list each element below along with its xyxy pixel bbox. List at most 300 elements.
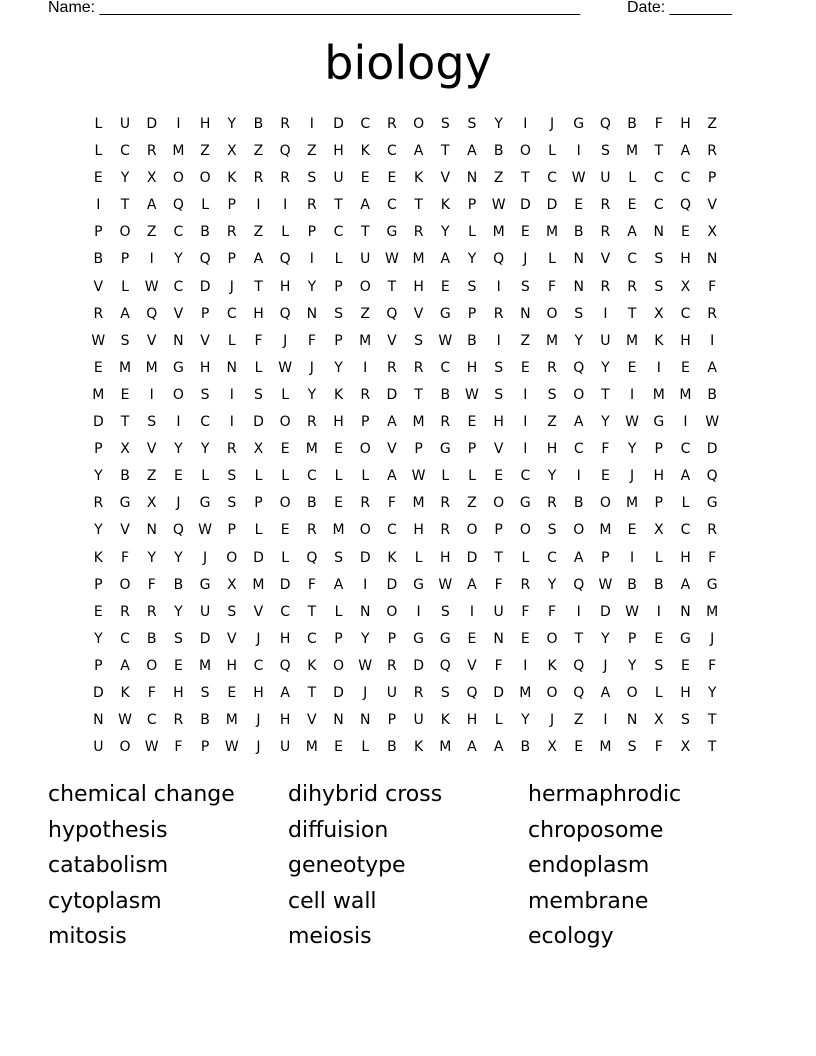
grid-letter: P: [467, 441, 477, 458]
grid-letter: P: [227, 197, 236, 214]
grid-letter: P: [200, 739, 210, 756]
grid-letter: V: [707, 197, 717, 214]
grid-letter: S: [334, 305, 343, 322]
grid-letter: I: [256, 197, 261, 214]
grid-letter: R: [387, 359, 397, 376]
grid-letter: O: [386, 603, 398, 620]
grid-letter: S: [147, 414, 157, 431]
grid-letter: H: [680, 116, 691, 132]
grid-letter: V: [120, 522, 130, 539]
grid-letter: P: [414, 441, 423, 458]
grid-letter: T: [307, 684, 317, 701]
grid-letter: H: [680, 684, 691, 701]
grid-letter: W: [465, 386, 479, 403]
grid-letter: F: [147, 684, 156, 701]
grid-letter: P: [334, 630, 343, 647]
grid-letter: R: [387, 657, 397, 674]
grid-letter: A: [146, 197, 157, 214]
grid-letter: S: [600, 143, 610, 160]
grid-letter: J: [309, 359, 314, 376]
grid-letter: B: [573, 224, 584, 241]
grid-letter: P: [227, 251, 236, 268]
grid-letter: U: [199, 603, 211, 620]
grid-letter: D: [253, 414, 264, 431]
grid-letter: O: [119, 576, 131, 593]
grid-letter: E: [627, 197, 637, 214]
grid-letter: F: [174, 739, 183, 756]
grid-letter: C: [226, 305, 237, 322]
grid-letter: I: [630, 549, 635, 566]
grid-letter: R: [707, 522, 718, 539]
grid-letter: A: [387, 468, 397, 485]
grid-letter: Y: [174, 441, 183, 458]
grid-letter: I: [710, 332, 715, 349]
grid-letter: B: [653, 576, 664, 593]
grid-letter: R: [600, 224, 611, 241]
grid-letter: I: [469, 603, 475, 620]
grid-letter: T: [574, 630, 583, 647]
grid-letter: T: [601, 386, 610, 403]
grid-letter: R: [440, 495, 451, 512]
grid-letter: F: [654, 116, 663, 132]
word-bank-item: catabolism: [48, 853, 169, 878]
grid-letter: C: [547, 549, 557, 566]
grid-letter: L: [521, 549, 530, 566]
grid-letter: I: [523, 116, 528, 132]
grid-letter: O: [172, 386, 184, 403]
grid-letter: R: [173, 712, 184, 729]
grid-letter: H: [653, 468, 665, 485]
grid-letter: U: [360, 251, 371, 268]
grid-letter: R: [146, 603, 157, 620]
grid-letter: G: [706, 495, 718, 512]
grid-letter: A: [467, 143, 477, 160]
grid-letter: Z: [547, 414, 557, 431]
grid-letter: E: [654, 630, 664, 647]
grid-letter: T: [707, 739, 717, 756]
grid-letter: B: [387, 739, 397, 756]
grid-letter: Q: [386, 305, 398, 322]
grid-letter: E: [173, 468, 183, 485]
grid-letter: B: [146, 630, 157, 647]
grid-letter: D: [279, 576, 291, 593]
grid-letter: Y: [494, 116, 503, 132]
grid-letter: M: [332, 522, 345, 539]
grid-letter: I: [523, 657, 528, 674]
grid-letter: V: [493, 441, 504, 458]
grid-letter: S: [440, 116, 450, 132]
grid-letter: F: [147, 576, 156, 593]
grid-letter: W: [598, 576, 613, 593]
grid-letter: Q: [706, 468, 718, 485]
grid-letter: B: [493, 143, 504, 160]
grid-letter: Z: [146, 224, 157, 241]
grid-letter: I: [496, 278, 501, 295]
grid-letter: G: [413, 630, 425, 647]
grid-letter: D: [546, 197, 558, 214]
grid-letter: V: [200, 332, 210, 349]
grid-letter: S: [494, 359, 504, 376]
grid-letter: N: [493, 630, 504, 647]
grid-letter: M: [252, 576, 265, 593]
grid-letter: S: [681, 712, 690, 729]
grid-letter: L: [681, 495, 690, 512]
word-bank-item: chemical change: [48, 782, 235, 807]
grid-letter: I: [309, 251, 314, 268]
grid-letter: A: [467, 739, 477, 756]
grid-letter: B: [627, 576, 637, 593]
grid-letter: Q: [466, 684, 478, 701]
grid-letter: V: [467, 657, 477, 674]
grid-letter: V: [93, 278, 104, 295]
grid-letter: U: [600, 170, 611, 187]
word-bank-item: meiosis: [288, 924, 372, 949]
grid-letter: H: [413, 278, 424, 295]
grid-letter: R: [226, 224, 237, 241]
grid-letter: X: [253, 441, 264, 458]
grid-letter: Y: [574, 332, 583, 349]
grid-letter: M: [412, 414, 425, 431]
grid-letter: J: [603, 657, 608, 674]
grid-letter: M: [706, 603, 719, 620]
grid-letter: W: [411, 468, 426, 485]
grid-letter: C: [680, 305, 691, 322]
grid-letter: H: [279, 712, 291, 729]
grid-letter: R: [520, 576, 531, 593]
grid-letter: U: [600, 332, 611, 349]
grid-letter: P: [654, 441, 663, 458]
grid-letter: H: [199, 116, 211, 132]
grid-letter: B: [440, 386, 451, 403]
header: [48, 0, 748, 20]
grid-letter: D: [92, 684, 104, 701]
grid-letter: O: [466, 522, 478, 539]
grid-letter: B: [93, 251, 104, 268]
grid-letter: H: [173, 684, 184, 701]
grid-letter: Y: [174, 251, 183, 268]
grid-letter: L: [548, 143, 556, 160]
grid-letter: H: [333, 414, 344, 431]
grid-letter: M: [199, 657, 212, 674]
grid-letter: V: [226, 630, 237, 647]
grid-letter: I: [496, 332, 501, 349]
grid-letter: W: [625, 414, 640, 431]
grid-letter: V: [307, 712, 317, 729]
grid-letter: N: [520, 305, 531, 322]
grid-letter: R: [440, 522, 451, 539]
grid-letter: T: [521, 170, 530, 187]
grid-letter: V: [387, 332, 397, 349]
grid-letter: E: [520, 359, 530, 376]
grid-letter: M: [172, 143, 185, 160]
grid-letter: P: [360, 414, 370, 431]
grid-letter: C: [306, 468, 317, 485]
grid-letter: Z: [360, 305, 371, 322]
grid-letter: I: [656, 603, 661, 620]
grid-letter: Z: [707, 116, 717, 132]
grid-letter: B: [573, 495, 584, 512]
grid-letter: O: [546, 684, 558, 701]
grid-letter: Y: [627, 657, 637, 674]
grid-letter: S: [334, 549, 343, 566]
grid-letter: S: [547, 386, 557, 403]
grid-letter: H: [466, 712, 478, 729]
grid-letter: I: [523, 414, 528, 431]
grid-letter: Z: [467, 495, 477, 512]
grid-letter: I: [603, 305, 608, 322]
grid-letter: D: [386, 386, 398, 403]
grid-letter: Z: [253, 224, 264, 241]
grid-letter: O: [359, 441, 371, 458]
grid-letter: Q: [279, 251, 291, 268]
grid-letter: Z: [493, 170, 504, 187]
grid-letter: R: [226, 441, 237, 458]
grid-letter: H: [493, 414, 504, 431]
grid-letter: C: [306, 630, 317, 647]
grid-letter: O: [359, 278, 371, 295]
grid-letter: N: [173, 332, 184, 349]
grid-letter: L: [281, 224, 290, 241]
grid-letter: H: [466, 359, 478, 376]
grid-letter: C: [200, 414, 210, 431]
grid-letter: R: [306, 414, 317, 431]
grid-letter: O: [519, 522, 531, 539]
grid-letter: V: [387, 441, 397, 458]
grid-letter: D: [253, 549, 264, 566]
grid-letter: L: [334, 251, 343, 268]
grid-letter: E: [494, 468, 504, 485]
grid-letter: K: [333, 386, 344, 403]
grid-letter: R: [707, 143, 718, 160]
grid-letter: E: [520, 224, 530, 241]
grid-letter: E: [440, 278, 450, 295]
grid-letter: N: [359, 603, 371, 620]
grid-letter: Y: [547, 576, 557, 593]
grid-letter: W: [144, 739, 159, 756]
name-field-label: Name: ______________________________________________________: [48, 0, 581, 16]
grid-letter: M: [679, 386, 692, 403]
grid-letter: H: [279, 630, 291, 647]
grid-letter: S: [227, 468, 237, 485]
grid-letter: U: [119, 116, 131, 132]
grid-letter: C: [280, 603, 291, 620]
grid-letter: B: [200, 712, 210, 729]
grid-letter: L: [334, 468, 343, 485]
grid-letter: V: [146, 332, 157, 349]
grid-letter: H: [333, 143, 344, 160]
grid-letter: Y: [147, 549, 156, 566]
grid-letter: Y: [521, 712, 530, 729]
grid-letter: Q: [573, 684, 585, 701]
grid-letter: O: [413, 116, 425, 132]
grid-letter: E: [227, 684, 237, 701]
grid-letter: C: [520, 468, 531, 485]
grid-letter: N: [93, 712, 104, 729]
grid-letter: H: [546, 441, 558, 458]
grid-letter: K: [440, 197, 450, 214]
grid-letter: O: [573, 386, 585, 403]
grid-letter: E: [467, 630, 477, 647]
grid-letter: E: [93, 603, 103, 620]
grid-letter: M: [305, 441, 318, 458]
grid-letter: M: [225, 712, 238, 729]
grid-letter: E: [627, 359, 637, 376]
grid-letter: Y: [227, 116, 237, 132]
grid-letter: P: [94, 224, 103, 241]
grid-letter: H: [253, 684, 264, 701]
grid-letter: H: [680, 251, 691, 268]
grid-letter: N: [359, 712, 371, 729]
grid-letter: I: [603, 712, 608, 729]
grid-letter: A: [680, 143, 691, 160]
grid-letter: D: [359, 549, 371, 566]
grid-letter: N: [333, 712, 344, 729]
grid-letter: R: [413, 224, 424, 241]
grid-letter: E: [334, 739, 343, 756]
grid-letter: H: [440, 549, 451, 566]
grid-letter: L: [254, 468, 263, 485]
grid-letter: K: [307, 657, 317, 674]
grid-letter: I: [149, 386, 154, 403]
grid-letter: R: [93, 495, 104, 512]
grid-letter: C: [680, 441, 691, 458]
grid-letter: M: [359, 332, 372, 349]
grid-letter: I: [416, 603, 421, 620]
grid-letter: S: [520, 278, 530, 295]
grid-letter: D: [493, 684, 505, 701]
grid-letter: B: [173, 576, 184, 593]
grid-letter: A: [360, 197, 370, 214]
grid-letter: F: [387, 495, 396, 512]
grid-letter: I: [176, 414, 181, 431]
grid-letter: I: [363, 576, 368, 593]
word-bank: [48, 777, 768, 955]
grid-letter: H: [279, 278, 291, 295]
page-title: biology: [324, 36, 492, 90]
grid-letter: E: [334, 495, 343, 512]
grid-letter: I: [229, 386, 234, 403]
grid-letter: A: [333, 576, 344, 593]
grid-letter: S: [227, 495, 237, 512]
grid-letter: R: [253, 170, 264, 187]
grid-letter: O: [279, 495, 291, 512]
grid-letter: E: [334, 441, 343, 458]
grid-letter: N: [653, 224, 665, 241]
grid-letter: Z: [307, 143, 317, 160]
grid-letter: J: [176, 495, 181, 512]
grid-letter: Y: [441, 224, 450, 241]
grid-letter: K: [227, 170, 237, 187]
grid-letter: L: [361, 468, 370, 485]
grid-letter: G: [199, 576, 211, 593]
grid-letter: R: [413, 359, 424, 376]
grid-letter: E: [681, 224, 690, 241]
grid-letter: R: [360, 495, 371, 512]
grid-letter: H: [226, 657, 238, 674]
grid-letter: D: [386, 576, 398, 593]
grid-letter: S: [574, 305, 584, 322]
grid-letter: T: [387, 278, 397, 295]
grid-letter: K: [360, 143, 370, 160]
grid-letter: M: [626, 332, 639, 349]
grid-letter: M: [492, 224, 505, 241]
grid-letter: J: [256, 712, 261, 729]
grid-letter: Y: [547, 468, 557, 485]
grid-letter: W: [625, 603, 640, 620]
grid-letter: R: [280, 116, 291, 132]
grid-letter: Q: [679, 197, 691, 214]
grid-letter: E: [627, 522, 637, 539]
grid-letter: G: [706, 576, 718, 593]
grid-letter: I: [96, 197, 101, 214]
grid-letter: F: [494, 576, 503, 593]
grid-letter: P: [654, 495, 663, 512]
grid-letter: B: [120, 468, 130, 485]
grid-letter: S: [467, 278, 477, 295]
grid-letter: L: [494, 712, 503, 729]
grid-letter: R: [413, 684, 424, 701]
grid-letter: N: [573, 251, 584, 268]
grid-letter: Y: [601, 359, 610, 376]
grid-letter: S: [654, 278, 664, 295]
word-bank-item: hermaphrodic: [528, 782, 682, 807]
grid-letter: E: [574, 739, 584, 756]
grid-letter: R: [600, 197, 611, 214]
grid-letter: P: [601, 549, 610, 566]
grid-letter: O: [226, 549, 238, 566]
grid-letter: D: [519, 197, 531, 214]
grid-letter: N: [226, 359, 238, 376]
grid-letter: P: [200, 305, 210, 322]
grid-letter: K: [414, 170, 424, 187]
grid-letter: B: [253, 116, 264, 132]
grid-letter: X: [146, 170, 157, 187]
grid-letter: S: [654, 251, 664, 268]
grid-letter: G: [199, 495, 211, 512]
grid-letter: T: [120, 197, 130, 214]
grid-letter: B: [520, 739, 531, 756]
grid-letter: U: [493, 603, 504, 620]
grid-letter: E: [520, 630, 530, 647]
grid-letter: R: [120, 603, 130, 620]
grid-letter: B: [200, 224, 210, 241]
grid-letter: A: [680, 576, 691, 593]
grid-letter: R: [707, 305, 718, 322]
grid-letter: C: [120, 143, 130, 160]
grid-letter: R: [280, 170, 291, 187]
grid-letter: S: [654, 657, 664, 674]
grid-letter: Q: [573, 576, 585, 593]
grid-letter: P: [334, 332, 343, 349]
grid-letter: X: [226, 143, 237, 160]
grid-letter: L: [361, 739, 370, 756]
grid-letter: Y: [601, 414, 610, 431]
grid-letter: Y: [707, 684, 717, 701]
grid-letter: C: [653, 170, 664, 187]
grid-letter: L: [468, 224, 476, 241]
grid-letter: E: [681, 657, 690, 674]
grid-letter: C: [360, 116, 371, 132]
grid-letter: J: [363, 684, 368, 701]
grid-letter: G: [386, 224, 398, 241]
grid-letter: X: [653, 522, 664, 539]
grid-letter: I: [576, 603, 581, 620]
grid-letter: O: [199, 170, 211, 187]
grid-letter: Q: [279, 657, 291, 674]
grid-letter: I: [309, 116, 314, 132]
grid-letter: S: [173, 630, 183, 647]
grid-letter: X: [547, 739, 557, 756]
